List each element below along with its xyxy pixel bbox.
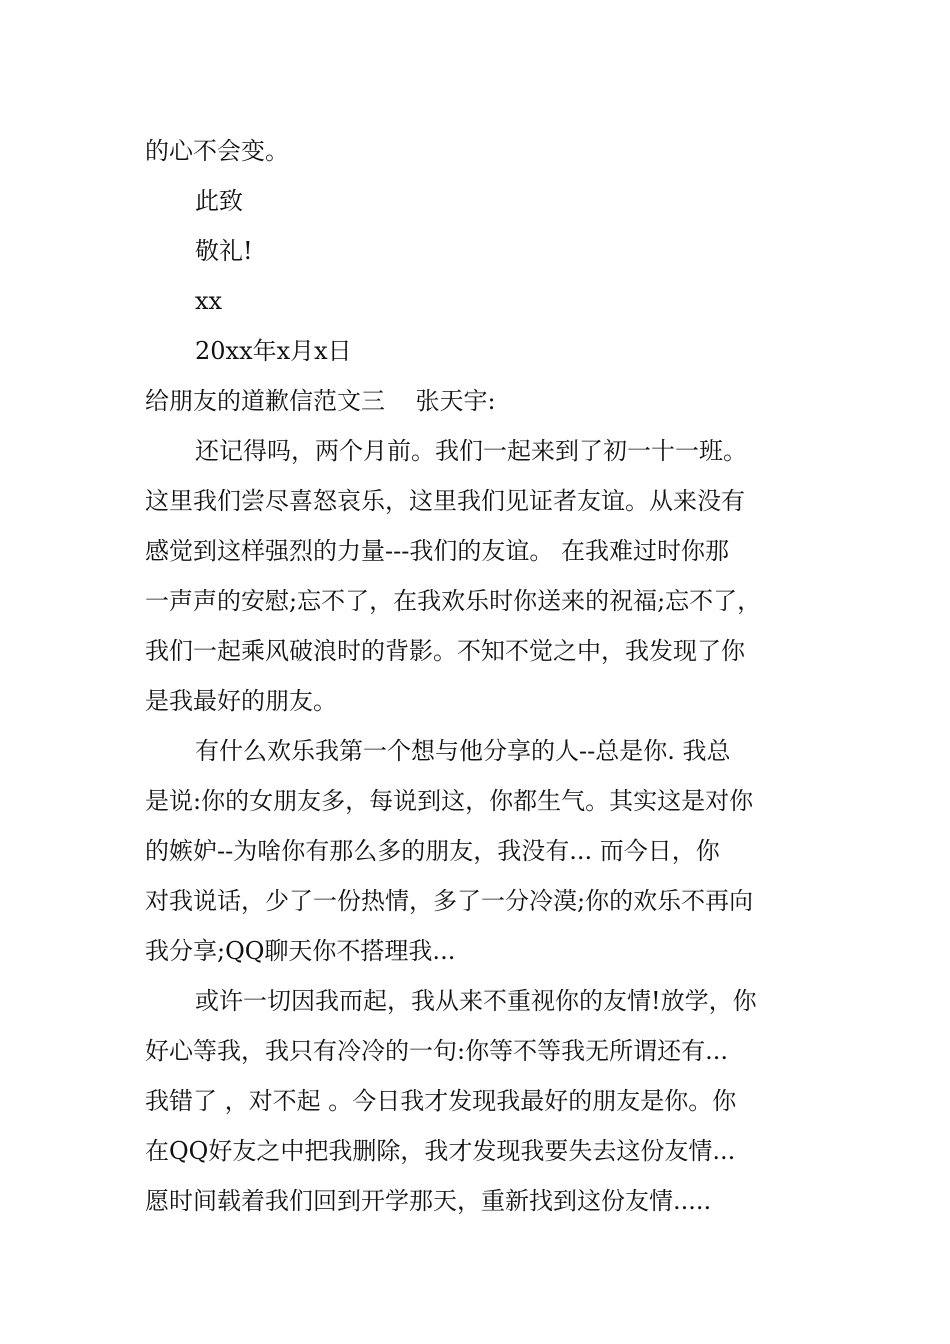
text-line: 感觉到这样强烈的力量---我们的友谊。 在我难过时你那 <box>145 537 729 565</box>
text-line: 有什么欢乐我第一个想与他分享的人--总是你. 我总 <box>195 737 731 765</box>
text-line: 还记得吗，两个月前。我们一起来到了初一十一班。 <box>195 437 747 465</box>
text-line: 是说:你的女朋友多，每说到这，你都生气。其实这是对你 <box>145 787 754 815</box>
text-line: 好心等我，我只有冷冷的一句:你等不等我无所谓还有... <box>145 1037 728 1065</box>
text-line: 此致 <box>195 187 243 215</box>
text-line: xx <box>195 287 223 315</box>
text-line: 对我说话，少了一份热情，多了一分冷漠;你的欢乐不再向 <box>145 887 754 915</box>
text-line: 我分享;QQ聊天你不搭理我... <box>145 937 456 965</box>
text-line: 的嫉妒--为啥你有那么多的朋友，我没有... 而今日，你 <box>145 837 720 865</box>
text-line: 或许一切因我而起，我从来不重视你的友情!放学，你 <box>195 987 757 1015</box>
text-line: 是我最好的朋友。 <box>145 687 337 715</box>
text-line: 我们一起乘风破浪时的背影。不知不觉之中，我发现了你 <box>145 637 745 665</box>
text-line: 一声声的安慰;忘不了，在我欢乐时你送来的祝福;忘不了， <box>145 587 762 615</box>
text-line: 20xx年x月x日 <box>195 337 352 365</box>
text-line: 敬礼! <box>195 237 253 265</box>
document-body <box>145 126 817 1226</box>
text-line: 在QQ好友之中把我删除，我才发现我要失去这份友情... <box>145 1137 736 1165</box>
text-line: 的心不会变。 <box>145 137 289 165</box>
text-line: 给朋友的道歉信范文三 张天宇: <box>145 387 496 415</box>
text-line: 这里我们尝尽喜怒哀乐，这里我们见证者友谊。从来没有 <box>145 487 745 515</box>
text-line: 我错了 ，对不起 。今日我才发现我最好的朋友是你。你 <box>145 1087 737 1115</box>
text-line: 愿时间载着我们回到开学那天，重新找到这份友情..... <box>145 1187 712 1215</box>
